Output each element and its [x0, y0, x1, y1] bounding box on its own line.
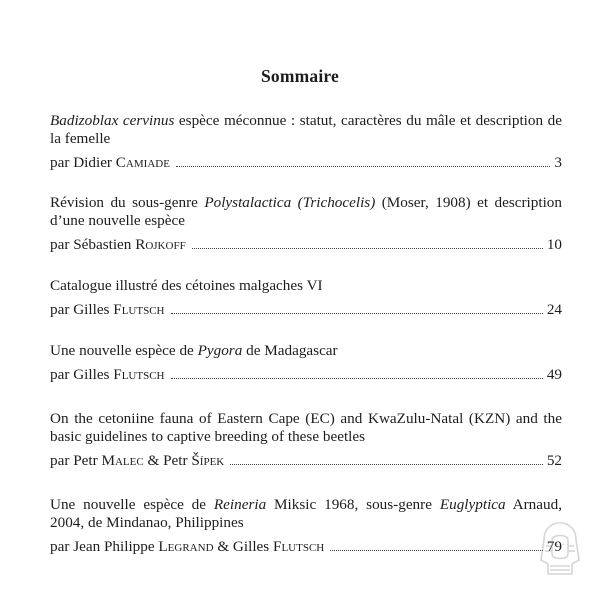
toc-entry-title: On the cetoniine fauna of Eastern Cape (EC) and KwaZulu-Natal (KZN) and the basic guidelines to captive breeding of these beetles — [50, 410, 562, 445]
table-of-contents — [50, 112, 562, 556]
page-number: 3 — [554, 154, 562, 171]
toc-entry — [50, 496, 562, 556]
author-surname: Flutsch — [273, 538, 325, 555]
toc-entry — [50, 410, 562, 470]
author-surname: Camiade — [115, 154, 170, 171]
author-prefix: par Didier — [50, 154, 116, 171]
author-prefix: par Petr — [50, 452, 102, 469]
author-prefix: par Gilles — [50, 366, 114, 383]
title-italic: Polystalactica (Trichocelis) — [204, 194, 376, 211]
title-italic: Euglyptica — [439, 496, 506, 513]
toc-byline — [50, 301, 562, 319]
toc-byline — [50, 452, 562, 470]
author-surname: Rojkoff — [135, 236, 186, 253]
author-joiner: & Petr — [143, 452, 192, 469]
toc-entry — [50, 277, 562, 319]
dot-leader — [192, 248, 543, 249]
toc-byline — [50, 538, 562, 556]
author-surname: Flutsch — [113, 366, 165, 383]
title-text: de Madagascar — [242, 342, 338, 359]
toc-entry-title — [50, 342, 562, 360]
pharaoh-head-stamp-icon — [538, 520, 582, 578]
dot-leader — [176, 166, 550, 167]
toc-byline — [50, 366, 562, 384]
title-text: (Moser, 1908) et description d’une nouvelle espèce — [50, 194, 562, 229]
author-surname: Malec — [101, 452, 144, 469]
toc-byline — [50, 236, 562, 254]
title-text: Une nouvelle espèce de — [50, 342, 198, 359]
author — [50, 366, 165, 384]
author — [50, 538, 324, 556]
title-text: Révision du sous-genre — [50, 194, 205, 211]
toc-entry — [50, 342, 562, 384]
author-surname: Šípek — [191, 452, 225, 469]
author-prefix: par Jean Philippe — [50, 538, 159, 555]
page-number: 10 — [546, 236, 562, 253]
toc-entry — [50, 194, 562, 254]
toc-entry-title — [50, 194, 562, 230]
page-number: 52 — [546, 452, 562, 469]
dot-leader — [171, 313, 543, 314]
toc-byline — [50, 154, 562, 172]
author-surname: Legrand — [158, 538, 214, 555]
toc-entry — [50, 112, 562, 172]
author-prefix: par Gilles — [50, 301, 114, 318]
title-italic: Badizoblax cervinus — [50, 112, 175, 129]
author — [50, 452, 224, 470]
title-italic: Pygora — [197, 342, 243, 359]
title-text: Miksic 1968, sous-genre — [266, 496, 440, 513]
title-text: espèce méconnue : statut, caractères du mâle et description de la femelle — [50, 112, 562, 147]
author-prefix: par Sébastien — [50, 236, 136, 253]
author — [50, 301, 165, 319]
dot-leader — [330, 550, 543, 551]
title-text: Une nouvelle espèce de — [50, 496, 214, 513]
toc-entry-title: Catalogue illustré des cétoines malgaches VI — [50, 277, 323, 294]
page-number: 79 — [546, 538, 562, 555]
title-text: Arnaud, 2004, de Mindanao, Philippines — [50, 496, 563, 531]
page-title: Sommaire — [260, 66, 340, 86]
author-joiner: & Gilles — [213, 538, 273, 555]
dot-leader — [230, 464, 543, 465]
author — [50, 154, 170, 172]
toc-entry-title — [50, 112, 562, 148]
toc-entry-title — [50, 496, 562, 532]
page-number: 24 — [546, 301, 562, 318]
author — [50, 236, 186, 254]
page-number: 49 — [546, 366, 562, 383]
dot-leader — [171, 378, 543, 379]
author-surname: Flutsch — [113, 301, 165, 318]
title-italic: Reineria — [213, 496, 267, 513]
